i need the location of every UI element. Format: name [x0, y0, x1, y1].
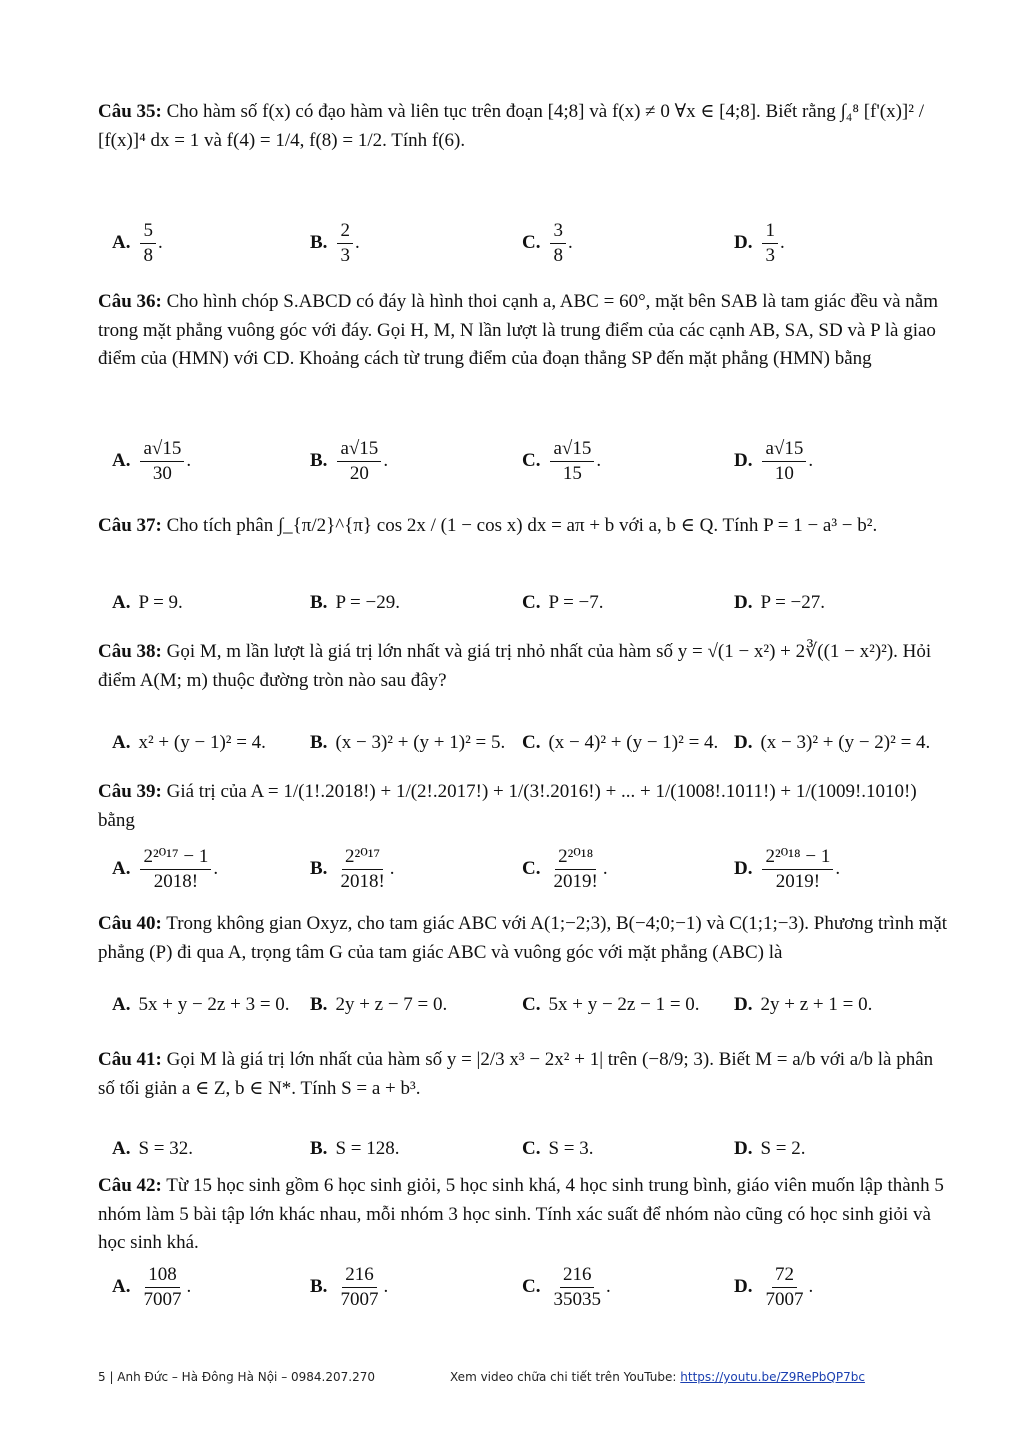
option-a[interactable]: A. $\frac{a√15}{30}$ . [112, 437, 192, 484]
question-35 [98, 98, 954, 155]
option-a[interactable]: A. 5x + y − 2z + 3 = 0. [112, 994, 290, 1015]
options-42 [98, 1262, 954, 1312]
option-b[interactable]: B. S = 128. [310, 1138, 400, 1159]
question-text: Gọi M là giá trị lớn nhất của hàm số y = |2/3 x³ − 2x² + 1| trên (−8/9; 3). Biết M = a/b với a/b là phân số tối giản a ∈ Z, b ∈ N*. Tính S = a + b³. [98, 1049, 934, 1099]
youtube-link[interactable]: https://youtu.be/Z9RePbQP7bc [680, 1370, 865, 1384]
option-b[interactable]: B. $\frac{216}{7007}$ . [310, 1263, 389, 1310]
option-d[interactable]: D. S = 2. [734, 1138, 806, 1159]
option-c[interactable]: C. $\frac{216}{35035}$ . [522, 1263, 611, 1310]
footer-video-label: Xem video chữa chi tiết trên YouTube: [450, 1370, 677, 1384]
option-a[interactable]: A. $\frac{\text{2²⁰¹⁷ − 1}}{2018!}$ . [112, 845, 219, 892]
option-c[interactable]: C. $\frac{\text{2²⁰¹⁸}}{2019!}$ . [522, 845, 608, 892]
option-c[interactable]: C. (x − 4)² + (y − 1)² = 4. [522, 732, 719, 753]
question-number: Câu 36: [98, 291, 162, 312]
option-a[interactable]: A. S = 32. [112, 1138, 194, 1159]
question-number: Câu 39: [98, 781, 162, 802]
question-number: Câu 37: [98, 515, 162, 536]
question-number: Câu 42: [98, 1175, 162, 1196]
question-38 [98, 638, 954, 695]
option-c[interactable]: C. $\frac{a√15}{15}$ . [522, 437, 602, 484]
option-a[interactable]: A. x² + (y − 1)² = 4. [112, 732, 266, 753]
question-number: Câu 38: [98, 641, 162, 662]
option-c[interactable]: C. 5x + y − 2z − 1 = 0. [522, 994, 700, 1015]
option-b[interactable]: B. $\frac{2}{3}$ . [310, 219, 360, 266]
options-35 [98, 218, 954, 268]
question-text: Cho hình chóp S.ABCD có đáy là hình thoi cạnh a, ABC = 60°, mặt bên SAB là tam giác đều và nằm trong mặt phẳng vuông góc với đáy. Gọi H, M, N lần lượt là trung điểm của các cạnh AB, SA, SD và P là giao điểm của (HMN) với CD. Khoảng cách từ trung điểm của đoạn thẳng SP đến mặt phẳng (HMN) bằng [98, 291, 938, 369]
options-40 [98, 980, 954, 1030]
option-d[interactable]: D. $\frac{72}{7007}$ . [734, 1263, 814, 1310]
question-text: Cho tích phân ∫_{π/2}^{π} cos 2x / (1 − cos x) dx = aπ + b với a, b ∈ Q. Tính P = 1 − a³ − b². [166, 515, 878, 536]
question-number: Câu 40: [98, 913, 162, 934]
option-d[interactable]: D. P = −27. [734, 592, 826, 613]
question-41 [98, 1046, 954, 1103]
option-d[interactable]: D. $\frac{1}{3}$ . [734, 219, 785, 266]
question-37 [98, 512, 954, 541]
question-text: Gọi M, m lần lượt là giá trị lớn nhất và giá trị nhỏ nhất của hàm số y = √(1 − x²) + 2∛((1 − x²)²). Hỏi điểm A(M; m) thuộc đường tròn nào sau đây? [98, 641, 932, 691]
question-39 [98, 778, 954, 835]
option-d[interactable]: D. 2y + z + 1 = 0. [734, 994, 873, 1015]
question-text: Giá trị của A = 1/(1!.2018!) + 1/(2!.2017!) + 1/(3!.2016!) + ... + 1/(1008!.1011!) + 1/(1009!.1010!) bằng [98, 781, 917, 831]
option-c[interactable]: C. S = 3. [522, 1138, 594, 1159]
footer-video-note [450, 1370, 865, 1384]
question-40 [98, 910, 954, 967]
footer-author: 5 | Anh Đức – Hà Đông Hà Nội – 0984.207.270 [98, 1370, 375, 1384]
option-b[interactable]: B. $\frac{\text{2²⁰¹⁷}}{2018!}$ . [310, 845, 395, 892]
option-c[interactable]: C. $\frac{3}{8}$ . [522, 219, 573, 266]
option-b[interactable]: B. P = −29. [310, 592, 400, 613]
question-number: Câu 41: [98, 1049, 162, 1070]
option-a[interactable]: A. P = 9. [112, 592, 183, 613]
options-41 [98, 1124, 954, 1174]
option-b[interactable]: B. $\frac{a√15}{20}$ . [310, 437, 389, 484]
option-b[interactable]: B. 2y + z − 7 = 0. [310, 994, 448, 1015]
option-a[interactable]: A. $\frac{5}{8}$ . [112, 219, 163, 266]
options-37 [98, 578, 954, 628]
question-number: Câu 35: [98, 101, 162, 122]
question-text: Trong không gian Oxyz, cho tam giác ABC với A(1;−2;3), B(−4;0;−1) và C(1;1;−3). Phương trình mặt phẳng (P) đi qua A, trọng tâm G của tam giác ABC và vuông góc với mặt phẳng (ABC) là [98, 913, 948, 963]
options-39 [98, 844, 954, 894]
question-36 [98, 288, 954, 374]
options-38 [98, 718, 954, 768]
option-d[interactable]: D. $\frac{a√15}{10}$ . [734, 437, 814, 484]
option-c[interactable]: C. P = −7. [522, 592, 604, 613]
question-text: Từ 15 học sinh gồm 6 học sinh giỏi, 5 học sinh khá, 4 học sinh trung bình, giáo viên muốn lập thành 5 nhóm làm 5 bài tập lớn khác nhau, mỗi nhóm 3 học sinh. Tính xác suất để nhóm nào cũng có học sinh giỏi và học sinh khá. [98, 1175, 944, 1253]
option-b[interactable]: B. (x − 3)² + (y + 1)² = 5. [310, 732, 506, 753]
options-36 [98, 436, 954, 486]
question-text: Cho hàm số f(x) có đạo hàm và liên tục trên đoạn [4;8] và f(x) ≠ 0 ∀x ∈ [4;8]. Biết rằng ∫₄⁸ [f'(x)]² / [f(x)]⁴ dx = 1 và f(4) = 1/4, f(8) = 1/2. Tính f(6). [98, 101, 924, 151]
option-a[interactable]: A. $\frac{108}{7007}$ . [112, 1263, 192, 1310]
option-d[interactable]: D. (x − 3)² + (y − 2)² = 4. [734, 732, 931, 753]
question-42 [98, 1172, 954, 1258]
option-d[interactable]: D. $\frac{\text{2²⁰¹⁸ − 1}}{2019!}$ . [734, 845, 841, 892]
